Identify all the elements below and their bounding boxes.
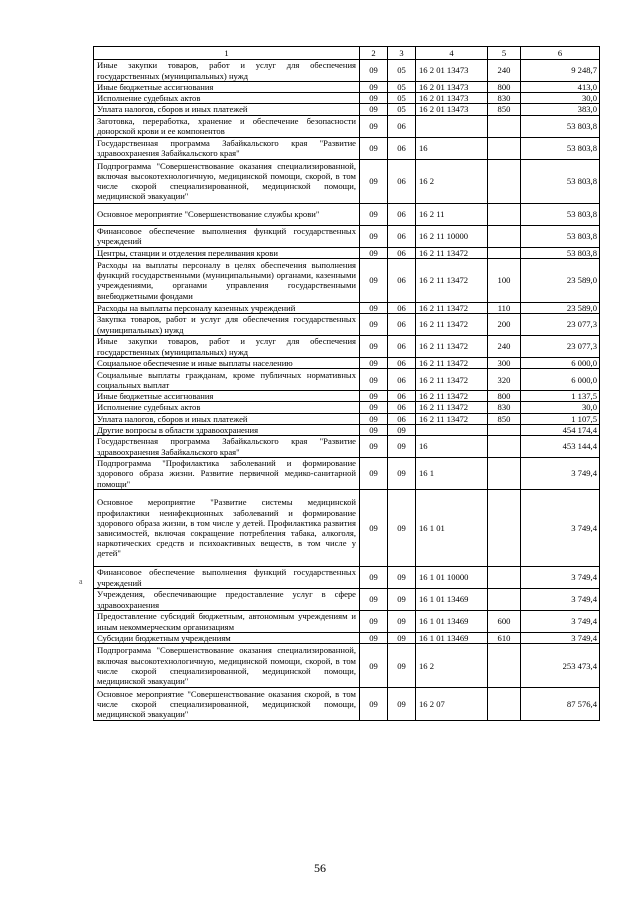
cell-name: Социальные выплаты гражданам, кроме публичных нормативных социальных выплат — [94, 369, 360, 391]
cell-target-article: 16 1 01 13469 — [416, 633, 488, 644]
cell-section: 09 — [360, 258, 388, 302]
cell-expense-type: 850 — [488, 413, 521, 424]
cell-section: 09 — [360, 93, 388, 104]
header-col-name: 1 — [94, 47, 360, 60]
cell-section: 09 — [360, 413, 388, 424]
table-row — [94, 159, 600, 203]
cell-amount: 3 749,4 — [521, 589, 600, 611]
cell-target-article: 16 1 01 13469 — [416, 589, 488, 611]
cell-amount: 53 803,8 — [521, 203, 600, 225]
cell-amount: 3 749,4 — [521, 611, 600, 633]
table-row — [94, 225, 600, 247]
cell-target-article — [416, 115, 488, 137]
cell-expense-type: 240 — [488, 60, 521, 82]
cell-subsection: 05 — [388, 60, 416, 82]
table-row — [94, 589, 600, 611]
table-row — [94, 391, 600, 402]
cell-section: 09 — [360, 104, 388, 115]
cell-section: 09 — [360, 567, 388, 589]
cell-amount: 30,0 — [521, 93, 600, 104]
cell-expense-type: 100 — [488, 258, 521, 302]
cell-subsection: 09 — [388, 436, 416, 458]
cell-name: Иные бюджетные ассигнования — [94, 391, 360, 402]
cell-subsection: 09 — [388, 458, 416, 490]
cell-expense-type: 830 — [488, 402, 521, 413]
cell-target-article: 16 1 — [416, 458, 488, 490]
cell-name: Исполнение судебных актов — [94, 93, 360, 104]
cell-target-article: 16 1 01 10000 — [416, 567, 488, 589]
cell-target-article: 16 2 11 10000 — [416, 225, 488, 247]
cell-amount: 53 803,8 — [521, 137, 600, 159]
cell-target-article: 16 2 01 13473 — [416, 82, 488, 93]
cell-target-article — [416, 424, 488, 435]
cell-subsection: 09 — [388, 589, 416, 611]
cell-section: 09 — [360, 611, 388, 633]
cell-expense-type — [488, 567, 521, 589]
table-row — [94, 644, 600, 688]
table-row — [94, 633, 600, 644]
cell-section: 09 — [360, 314, 388, 336]
table-row — [94, 258, 600, 302]
cell-target-article: 16 2 11 13472 — [416, 391, 488, 402]
cell-expense-type: 110 — [488, 302, 521, 313]
cell-amount: 253 473,4 — [521, 644, 600, 688]
cell-amount: 413,0 — [521, 82, 600, 93]
table-row — [94, 60, 600, 82]
cell-target-article: 16 2 11 13472 — [416, 413, 488, 424]
cell-section: 09 — [360, 247, 388, 258]
cell-expense-type — [488, 203, 521, 225]
cell-expense-type: 610 — [488, 633, 521, 644]
cell-name: Подпрограмма "Совершенствование оказания специализированной, включая высокотехнологичную, медицинской помощи, скорой, в том числе скорой специализированной, медицинской помощи, медицинской эвакуации" — [94, 644, 360, 688]
cell-subsection: 09 — [388, 424, 416, 435]
cell-name: Другие вопросы в области здравоохранения — [94, 424, 360, 435]
cell-target-article: 16 1 01 13469 — [416, 611, 488, 633]
cell-name: Социальное обеспечение и иные выплаты населению — [94, 358, 360, 369]
cell-subsection: 06 — [388, 258, 416, 302]
cell-section: 09 — [360, 225, 388, 247]
table-row — [94, 302, 600, 313]
cell-name: Предоставление субсидий бюджетным, автономным учреждениям и иным некоммерческим организациям — [94, 611, 360, 633]
cell-expense-type — [488, 159, 521, 203]
cell-subsection: 06 — [388, 413, 416, 424]
table-row — [94, 203, 600, 225]
cell-target-article: 16 2 11 13472 — [416, 336, 488, 358]
cell-subsection: 09 — [388, 567, 416, 589]
table-row — [94, 314, 600, 336]
cell-expense-type: 200 — [488, 314, 521, 336]
cell-expense-type — [488, 225, 521, 247]
cell-subsection: 09 — [388, 611, 416, 633]
cell-expense-type: 320 — [488, 369, 521, 391]
cell-target-article: 16 2 01 13473 — [416, 60, 488, 82]
cell-target-article: 16 2 11 13472 — [416, 258, 488, 302]
cell-target-article: 16 2 11 13472 — [416, 358, 488, 369]
cell-amount: 3 749,4 — [521, 633, 600, 644]
cell-name: Закупка товаров, работ и услуг для обеспечения государственных (муниципальных) нужд — [94, 314, 360, 336]
table-row — [94, 137, 600, 159]
cell-subsection: 05 — [388, 104, 416, 115]
cell-section: 09 — [360, 688, 388, 721]
cell-section: 09 — [360, 137, 388, 159]
cell-amount: 3 749,4 — [521, 458, 600, 490]
cell-subsection: 06 — [388, 115, 416, 137]
table-row — [94, 104, 600, 115]
cell-section: 09 — [360, 589, 388, 611]
table-row — [94, 402, 600, 413]
cell-section: 09 — [360, 644, 388, 688]
header-row — [94, 47, 600, 60]
cell-expense-type — [488, 424, 521, 435]
cell-expense-type: 800 — [488, 82, 521, 93]
cell-subsection: 06 — [388, 314, 416, 336]
cell-name: Государственная программа Забайкальского края "Развитие здравоохранения Забайкальского края" — [94, 137, 360, 159]
cell-amount: 3 749,4 — [521, 567, 600, 589]
cell-amount: 30,0 — [521, 402, 600, 413]
cell-expense-type: 240 — [488, 336, 521, 358]
cell-amount: 453 144,4 — [521, 436, 600, 458]
table-row — [94, 458, 600, 490]
cell-expense-type: 300 — [488, 358, 521, 369]
cell-expense-type — [488, 436, 521, 458]
cell-expense-type — [488, 458, 521, 490]
cell-amount: 454 174,4 — [521, 424, 600, 435]
cell-name: Подпрограмма "Профилактика заболеваний и формирование здорового образа жизни. Развитие первичной медико-санитарной помощи" — [94, 458, 360, 490]
cell-name: Иные бюджетные ассигнования — [94, 82, 360, 93]
cell-name: Основное мероприятие "Развитие системы медицинской профилактики неинфекционных заболеваний и формирование здорового образа жизни, в том числе у детей. Профилактика развития зависимостей, включая сокращение потребления табака, алкоголя, наркотических средств и психоактивных веществ, в том числе у детей" — [94, 490, 360, 567]
cell-target-article: 16 2 11 — [416, 203, 488, 225]
table-row — [94, 436, 600, 458]
table-row — [94, 369, 600, 391]
cell-amount: 87 576,4 — [521, 688, 600, 721]
cell-subsection: 06 — [388, 369, 416, 391]
cell-section: 09 — [360, 633, 388, 644]
cell-name: Учреждения, обеспечивающие предоставление услуг в сфере здравоохранения — [94, 589, 360, 611]
table-row — [94, 490, 600, 567]
header-col-expense-type: 5 — [488, 47, 521, 60]
margin-mark: а — [79, 577, 83, 586]
table-body — [94, 60, 600, 721]
cell-name: Подпрограмма "Совершенствование оказания специализированной, включая высокотехнологичную, медицинской помощи, скорой, в том числе скорой специализированной, медицинской помощи, медицинской эвакуации" — [94, 159, 360, 203]
cell-expense-type: 600 — [488, 611, 521, 633]
cell-target-article: 16 2 11 13472 — [416, 247, 488, 258]
cell-expense-type — [488, 644, 521, 688]
cell-subsection: 06 — [388, 203, 416, 225]
cell-name: Иные закупки товаров, работ и услуг для обеспечения государственных (муниципальных) нужд — [94, 336, 360, 358]
cell-expense-type: 850 — [488, 104, 521, 115]
cell-amount: 53 803,8 — [521, 115, 600, 137]
cell-subsection: 09 — [388, 688, 416, 721]
header-col-amount: 6 — [521, 47, 600, 60]
table-row — [94, 611, 600, 633]
header-col-section: 2 — [360, 47, 388, 60]
cell-amount: 3 749,4 — [521, 490, 600, 567]
cell-name: Основное мероприятие "Совершенствование оказания скорой, в том числе скорой специализированной, медицинской помощи, медицинской эвакуации" — [94, 688, 360, 721]
cell-amount: 1 107,5 — [521, 413, 600, 424]
cell-section: 09 — [360, 358, 388, 369]
cell-amount: 53 803,8 — [521, 247, 600, 258]
table-header — [94, 47, 600, 60]
table-row — [94, 93, 600, 104]
cell-name: Финансовое обеспечение выполнения функций государственных учреждений — [94, 567, 360, 589]
table-row — [94, 82, 600, 93]
table-row — [94, 424, 600, 435]
cell-amount: 9 248,7 — [521, 60, 600, 82]
cell-section: 09 — [360, 436, 388, 458]
cell-subsection: 06 — [388, 391, 416, 402]
cell-amount: 6 000,0 — [521, 369, 600, 391]
cell-section: 09 — [360, 60, 388, 82]
cell-name: Исполнение судебных актов — [94, 402, 360, 413]
cell-subsection: 09 — [388, 633, 416, 644]
cell-subsection: 05 — [388, 93, 416, 104]
cell-subsection: 05 — [388, 82, 416, 93]
table-row — [94, 115, 600, 137]
cell-expense-type — [488, 247, 521, 258]
cell-target-article: 16 2 11 13472 — [416, 369, 488, 391]
cell-target-article: 16 1 01 — [416, 490, 488, 567]
cell-subsection: 06 — [388, 302, 416, 313]
header-col-subsection: 3 — [388, 47, 416, 60]
cell-section: 09 — [360, 391, 388, 402]
cell-subsection: 06 — [388, 402, 416, 413]
cell-amount: 53 803,8 — [521, 225, 600, 247]
page-number: 56 — [314, 861, 326, 875]
cell-section: 09 — [360, 458, 388, 490]
cell-section: 09 — [360, 159, 388, 203]
cell-name: Субсидии бюджетным учреждениям — [94, 633, 360, 644]
cell-target-article: 16 2 11 13472 — [416, 314, 488, 336]
cell-section: 09 — [360, 302, 388, 313]
cell-amount: 53 803,8 — [521, 159, 600, 203]
cell-amount: 1 137,5 — [521, 391, 600, 402]
budget-table — [93, 46, 600, 721]
cell-subsection: 06 — [388, 358, 416, 369]
table-row — [94, 247, 600, 258]
table-row — [94, 688, 600, 721]
cell-section: 09 — [360, 402, 388, 413]
cell-expense-type — [488, 490, 521, 567]
cell-target-article: 16 — [416, 436, 488, 458]
cell-target-article: 16 2 — [416, 644, 488, 688]
cell-amount: 383,0 — [521, 104, 600, 115]
cell-subsection: 06 — [388, 225, 416, 247]
table-row — [94, 413, 600, 424]
cell-name: Финансовое обеспечение выполнения функций государственных учреждений — [94, 225, 360, 247]
cell-name: Заготовка, переработка, хранение и обеспечение безопасности донорской крови и ее компонентов — [94, 115, 360, 137]
cell-amount: 23 077,3 — [521, 314, 600, 336]
header-col-target-article: 4 — [416, 47, 488, 60]
cell-section: 09 — [360, 490, 388, 567]
cell-target-article: 16 — [416, 137, 488, 159]
cell-name: Государственная программа Забайкальского края "Развитие здравоохранения Забайкальского края" — [94, 436, 360, 458]
cell-subsection: 09 — [388, 644, 416, 688]
cell-section: 09 — [360, 336, 388, 358]
cell-subsection: 06 — [388, 247, 416, 258]
cell-name: Расходы на выплаты персоналу казенных учреждений — [94, 302, 360, 313]
cell-subsection: 06 — [388, 137, 416, 159]
cell-name: Расходы на выплаты персоналу в целях обеспечения выполнения функций государственными (муниципальными) органами, казенными учреждениями, органами управления государственными внебюджетными фондами — [94, 258, 360, 302]
cell-target-article: 16 2 — [416, 159, 488, 203]
table-row — [94, 567, 600, 589]
table-row — [94, 336, 600, 358]
cell-section: 09 — [360, 369, 388, 391]
cell-name: Центры, станции и отделения переливания крови — [94, 247, 360, 258]
cell-target-article: 16 2 01 13473 — [416, 104, 488, 115]
cell-target-article: 16 2 11 13472 — [416, 402, 488, 413]
cell-subsection: 09 — [388, 490, 416, 567]
cell-name: Уплата налогов, сборов и иных платежей — [94, 104, 360, 115]
cell-subsection: 06 — [388, 159, 416, 203]
cell-expense-type — [488, 589, 521, 611]
cell-name: Иные закупки товаров, работ и услуг для обеспечения государственных (муниципальных) нужд — [94, 60, 360, 82]
table-row — [94, 358, 600, 369]
cell-target-article: 16 2 01 13473 — [416, 93, 488, 104]
cell-section: 09 — [360, 82, 388, 93]
cell-expense-type — [488, 688, 521, 721]
cell-name: Основное мероприятие "Совершенствование службы крови" — [94, 203, 360, 225]
cell-amount: 23 589,0 — [521, 258, 600, 302]
cell-expense-type: 830 — [488, 93, 521, 104]
cell-subsection: 06 — [388, 336, 416, 358]
cell-target-article: 16 2 11 13472 — [416, 302, 488, 313]
cell-section: 09 — [360, 203, 388, 225]
cell-section: 09 — [360, 115, 388, 137]
cell-expense-type — [488, 115, 521, 137]
cell-amount: 6 000,0 — [521, 358, 600, 369]
cell-expense-type — [488, 137, 521, 159]
cell-section: 09 — [360, 424, 388, 435]
cell-amount: 23 589,0 — [521, 302, 600, 313]
cell-expense-type: 800 — [488, 391, 521, 402]
cell-amount: 23 077,3 — [521, 336, 600, 358]
cell-name: Уплата налогов, сборов и иных платежей — [94, 413, 360, 424]
cell-target-article: 16 2 07 — [416, 688, 488, 721]
